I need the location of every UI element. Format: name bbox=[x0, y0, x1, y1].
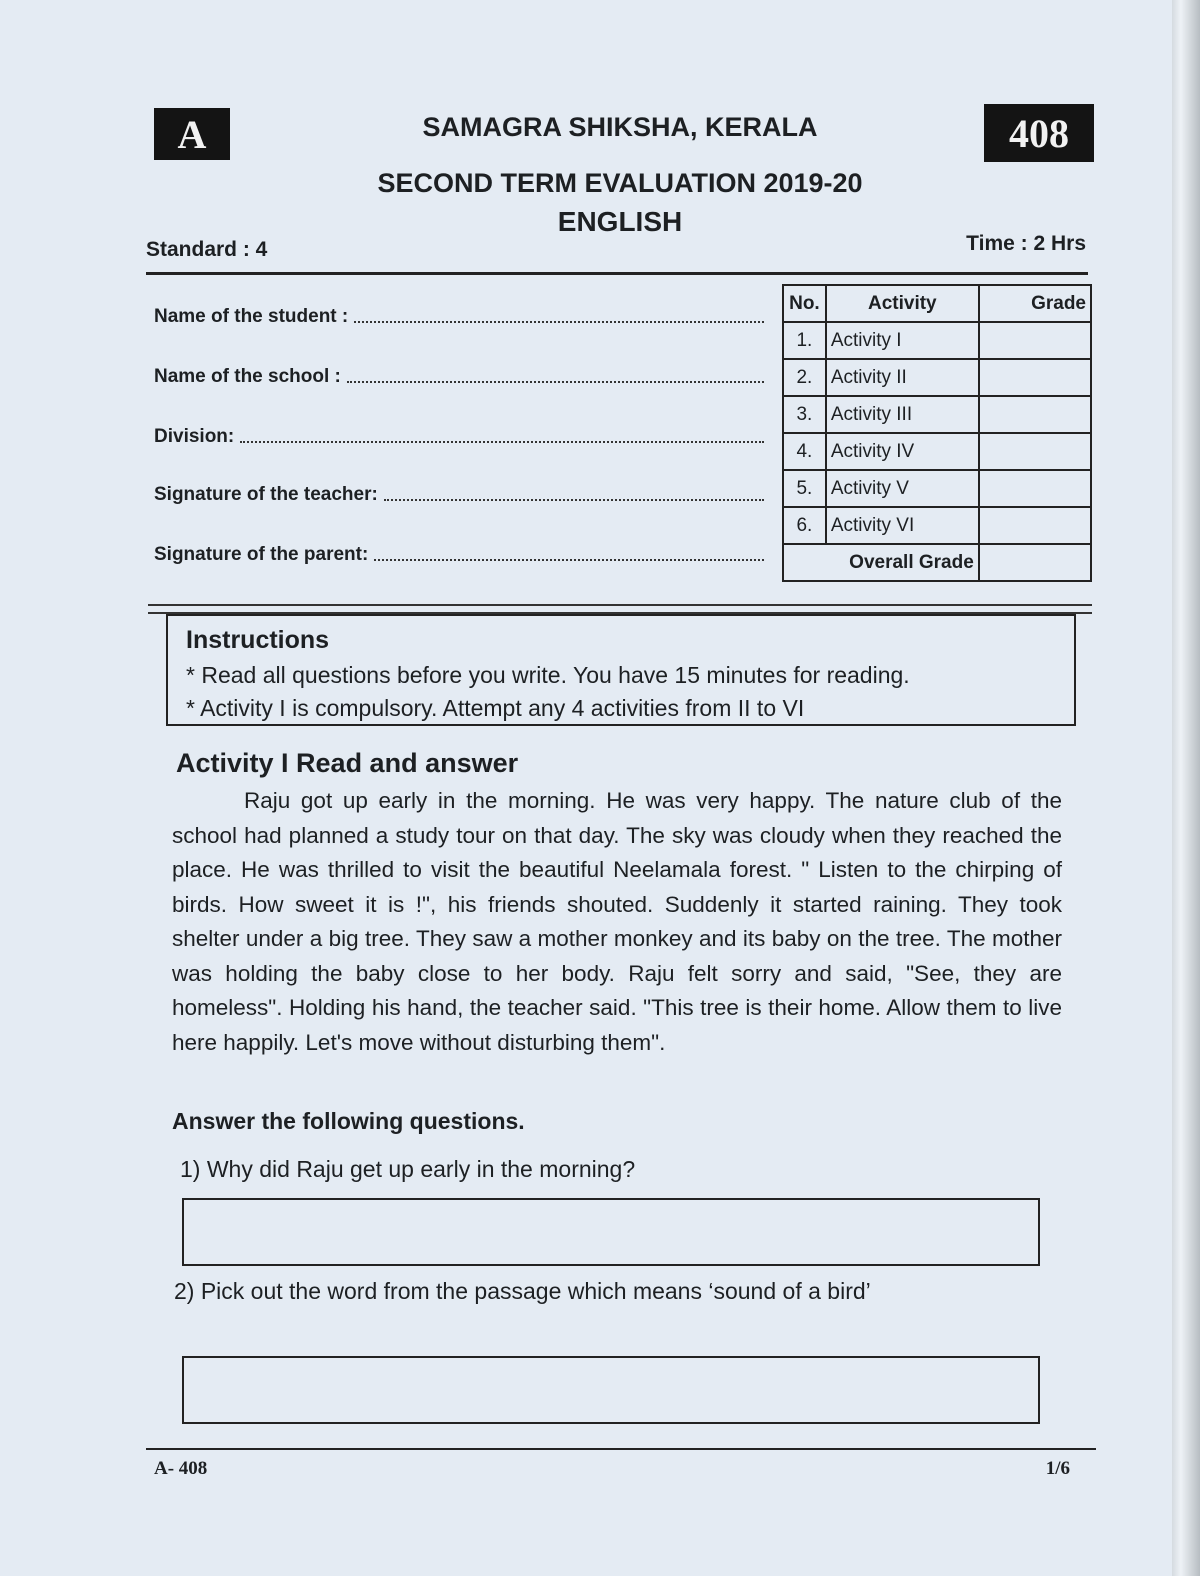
instruction-item: * Read all questions before you write. You have 15 minutes for reading. bbox=[186, 662, 910, 688]
table-row bbox=[783, 322, 1091, 359]
answer-heading: Answer the following questions. bbox=[172, 1108, 525, 1134]
school-name-line[interactable] bbox=[347, 381, 764, 383]
footer-divider bbox=[146, 1448, 1096, 1450]
row-grade-cell[interactable] bbox=[979, 322, 1091, 359]
activity-title: Activity I Read and answer bbox=[176, 748, 519, 778]
instructions-title: Instructions bbox=[186, 626, 330, 654]
grade-table-header bbox=[783, 285, 1091, 322]
header-no: No. bbox=[783, 285, 826, 322]
grade-table bbox=[782, 284, 1092, 582]
row-no: 3. bbox=[783, 396, 826, 433]
table-row bbox=[783, 433, 1091, 470]
row-grade-cell[interactable] bbox=[979, 396, 1091, 433]
header-divider bbox=[146, 272, 1088, 275]
row-grade-cell[interactable] bbox=[979, 470, 1091, 507]
table-row bbox=[783, 507, 1091, 544]
parent-signature-line[interactable] bbox=[374, 559, 764, 561]
teacher-signature-field[interactable] bbox=[154, 484, 764, 506]
row-grade-cell[interactable] bbox=[979, 433, 1091, 470]
header-activity: Activity bbox=[826, 285, 979, 322]
teacher-signature-label: Signature of the teacher: bbox=[154, 484, 378, 505]
row-no: 5. bbox=[783, 470, 826, 507]
row-activity: Activity I bbox=[826, 322, 979, 359]
row-grade-cell[interactable] bbox=[979, 507, 1091, 544]
row-grade-cell[interactable] bbox=[979, 359, 1091, 396]
paper-code-badge: A bbox=[154, 108, 230, 160]
paper-number-badge: 408 bbox=[984, 104, 1094, 162]
instruction-item: * Activity I is compulsory. Attempt any 4 activities from II to VI bbox=[186, 695, 805, 721]
student-name-line[interactable] bbox=[354, 321, 764, 323]
underlying-pages bbox=[1168, 0, 1200, 1576]
standard-label: Standard : 4 bbox=[146, 238, 268, 261]
subject-title: ENGLISH bbox=[557, 206, 683, 237]
table-row bbox=[783, 470, 1091, 507]
page-number: 1/6 bbox=[1045, 1458, 1070, 1479]
parent-signature-field[interactable] bbox=[154, 544, 764, 566]
student-name-label: Name of the student : bbox=[154, 306, 349, 327]
header-grade: Grade bbox=[979, 285, 1091, 322]
student-name-field[interactable] bbox=[154, 306, 764, 328]
question-1: 1) Why did Raju get up early in the morning? bbox=[180, 1156, 636, 1182]
answer-box-1[interactable] bbox=[182, 1198, 1040, 1266]
answer-box-2[interactable] bbox=[182, 1356, 1040, 1424]
row-no: 6. bbox=[783, 507, 826, 544]
reading-passage: Raju got up early in the morning. He was very happy. The nature club of the school had planned a study tour on that day. The sky was cloudy when they reached the place. He was thrilled to visit the beautiful Neelamala forest. " Listen to the chirping of birds. How sweet it is !", his friends shouted. Suddenly it started raining. They took shelter under a big tree. They saw a mother monkey and its baby on the tree. The mother was holding the baby close to her body. Raju felt sorry and said, "See, they are homeless". Holding his hand, the teacher said. "This tree is their home. Allow them to live here happily. Let's move without disturbing them". bbox=[172, 788, 1062, 1055]
table-row bbox=[783, 359, 1091, 396]
exam-title: SECOND TERM EVALUATION 2019-20 bbox=[377, 168, 863, 198]
school-name-label: Name of the school : bbox=[154, 366, 341, 387]
row-no: 2. bbox=[783, 359, 826, 396]
teacher-signature-line[interactable] bbox=[384, 499, 764, 501]
overall-grade-label: Overall Grade bbox=[783, 544, 979, 581]
overall-grade-cell[interactable] bbox=[979, 544, 1091, 581]
footer-paper-code: A- 408 bbox=[154, 1458, 208, 1479]
division-line[interactable] bbox=[240, 441, 764, 443]
row-activity: Activity IV bbox=[826, 433, 979, 470]
instructions-box bbox=[166, 614, 1076, 726]
section-divider bbox=[148, 604, 1092, 614]
division-field[interactable] bbox=[154, 426, 764, 448]
row-activity: Activity V bbox=[826, 470, 979, 507]
school-name-field[interactable] bbox=[154, 366, 764, 388]
row-no: 4. bbox=[783, 433, 826, 470]
overall-row bbox=[783, 544, 1091, 581]
division-label: Division: bbox=[154, 426, 235, 447]
time-label: Time : 2 Hrs bbox=[966, 232, 1086, 255]
row-activity: Activity II bbox=[826, 359, 979, 396]
organization-title: SAMAGRA SHIKSHA, KERALA bbox=[422, 112, 818, 142]
question-2: 2) Pick out the word from the passage which means ‘sound of a bird’ bbox=[174, 1278, 871, 1304]
row-no: 1. bbox=[783, 322, 826, 359]
row-activity: Activity VI bbox=[826, 507, 979, 544]
table-row bbox=[783, 396, 1091, 433]
row-activity: Activity III bbox=[826, 396, 979, 433]
parent-signature-label: Signature of the parent: bbox=[154, 544, 369, 565]
